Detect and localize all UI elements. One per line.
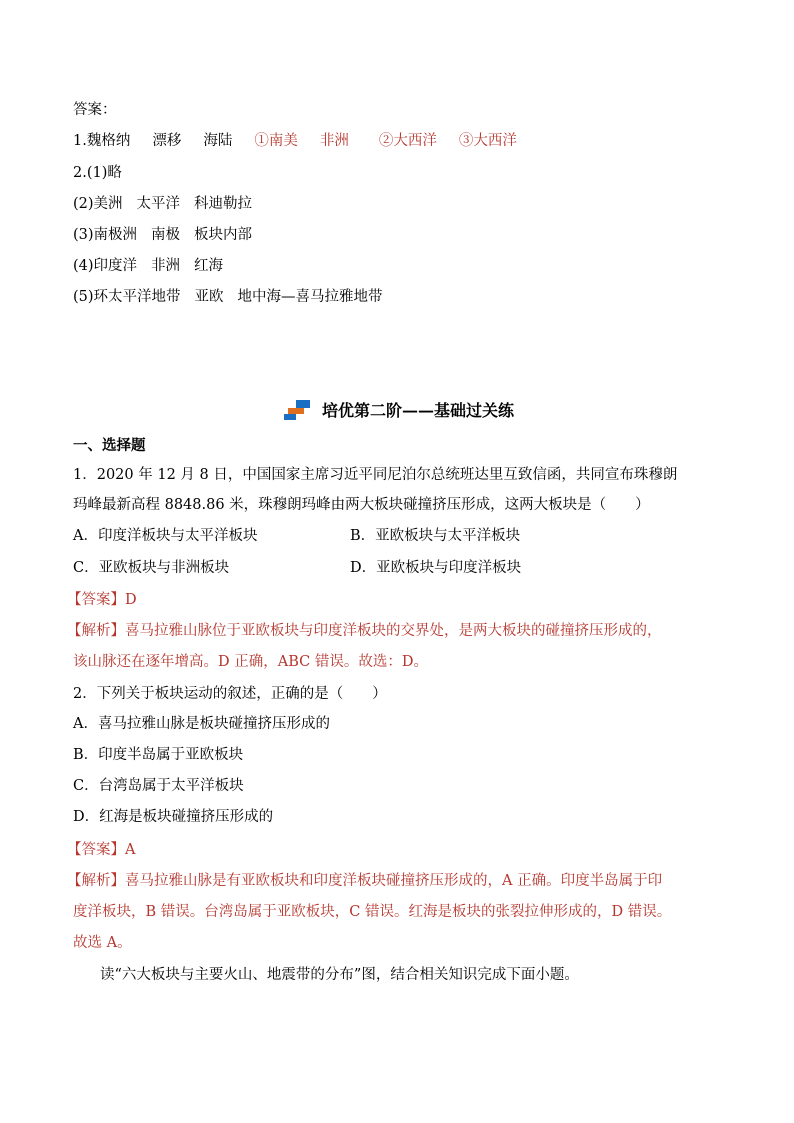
q2-analysis-line-2: 度洋板块，B 错误。台湾岛属于亚欧板块，C 错误。红海是板块的张裂拉伸形成的，D 错误。 [73, 904, 672, 920]
q2-analysis-line-1 [67, 871, 662, 891]
q2-analysis-line-3: 故选 A。 [73, 935, 132, 951]
answer-1-prefix: 1.魏格纳 [73, 133, 131, 149]
q2-option-c: C．台湾岛属于太平洋板块 [73, 778, 244, 794]
answer-1-red-item: ②大西洋 [378, 133, 437, 149]
q2-stem: 2．下列关于板块运动的叙述，正确的是（ ） [73, 686, 387, 702]
q1-option-b: B．亚欧板块与太平洋板块 [350, 528, 521, 544]
q2-answer: 【答案】A [67, 842, 136, 858]
answer-line-2-2 [73, 194, 252, 214]
q1-analysis-tag: 【解析】 [67, 623, 125, 639]
answer-part: 亚欧 [194, 289, 224, 305]
section-title [0, 400, 794, 428]
answer-line-2-4 [73, 256, 223, 276]
q1-answer: 【答案】D [67, 592, 137, 608]
q2-option-d: D．红海是板块碰撞挤压形成的 [73, 809, 274, 825]
answer-part: 红海 [194, 258, 224, 274]
q2-option-b: B．印度半岛属于亚欧板块 [73, 747, 244, 763]
q1-analysis-text: 喜马拉雅山脉位于亚欧板块与印度洋板块的交界处，是两大板块的碰撞挤压形成的， [125, 623, 662, 639]
q2-analysis-tag: 【解析】 [67, 873, 125, 889]
q1-option-d: D．亚欧板块与印度洋板块 [350, 560, 522, 576]
answer-part: 地中海—喜马拉雅地带 [237, 289, 383, 305]
q2-option-a: A．喜马拉雅山脉是板块碰撞挤压形成的 [73, 716, 330, 732]
part-heading: 一、选择题 [73, 437, 146, 454]
answer-1-red-item: ①南美 [254, 133, 298, 149]
answer-line-2-1: 2.(1)略 [73, 165, 122, 181]
answer-part: 南极 [151, 227, 181, 243]
answer-part: (2)美洲 [73, 196, 123, 212]
answer-part: (4)印度洋 [73, 258, 138, 274]
answer-part: 非洲 [151, 258, 181, 274]
answer-1-item: 海陆 [203, 133, 233, 149]
answer-1-red-item: 非洲 [319, 133, 349, 149]
q1-stem-line-2: 玛峰最新高程 8848.86 米，珠穆朗玛峰由两大板块碰撞挤压形成，这两大板块是（ ） [73, 497, 650, 513]
section-logo-icon [284, 400, 316, 422]
answer-part: 太平洋 [136, 196, 181, 212]
answer-part: (3)南极洲 [73, 227, 138, 243]
q2-analysis-text: 喜马拉雅山脉是有亚欧板块和印度洋板块碰撞挤压形成的，A 正确。印度半岛属于印 [125, 873, 663, 889]
answer-line-2-5 [73, 287, 383, 307]
answer-line-1 [73, 131, 517, 151]
answer-1-item: 漂移 [152, 133, 182, 149]
answers-label: 答案： [73, 102, 117, 118]
answer-part: (5)环太平洋地带 [73, 289, 181, 305]
q1-analysis-line-2: 该山脉还在逐年增高。D 正确，ABC 错误。故选：D。 [73, 654, 428, 670]
q1-analysis-line-1 [67, 621, 662, 641]
q1-option-c: C．亚欧板块与非洲板块 [73, 560, 230, 576]
section-title-text: 培优第二阶——基础过关练 [321, 401, 514, 420]
reading-instruction: 读“六大板块与主要火山、地震带的分布”图，结合相关知识完成下面小题。 [100, 967, 579, 983]
answer-part: 科迪勒拉 [194, 196, 253, 212]
answer-part: 板块内部 [194, 227, 253, 243]
q1-stem-line-1: 1．2020 年 12 月 8 日，中国国家主席习近平同尼泊尔总统班达里互致信函，共同宣布珠穆朗 [73, 467, 678, 483]
answer-1-red-item: ③大西洋 [458, 133, 517, 149]
answer-line-2-3 [73, 225, 252, 245]
q1-option-a: A．印度洋板块与太平洋板块 [73, 528, 258, 544]
